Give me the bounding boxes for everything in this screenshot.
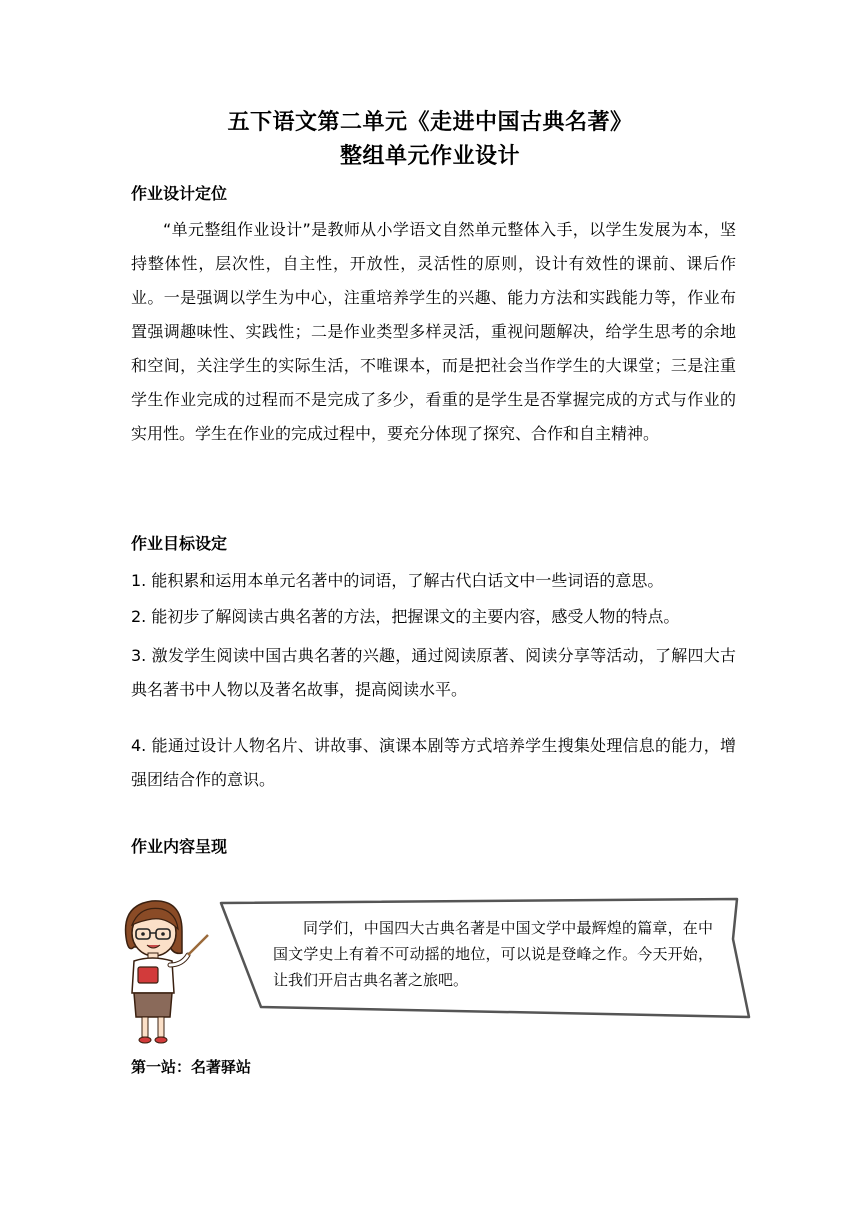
speech-text: 同学们，中国四大古典名著是中国文学中最辉煌的篇章，在中国文学史上有着不可动摇的地位，可以说是登峰之作。今天开始，让我们开启古典名著之旅吧。	[273, 919, 713, 989]
goal-item-4: 4. 能通过设计人物名片、讲故事、演课本剧等方式培养学生搜集处理信息的能力，增强团结合作的意识。	[131, 736, 736, 789]
goal-item-2: 2. 能初步了解阅读古典名著的方法，把握课文的主要内容，感受人物的特点。	[131, 607, 680, 626]
teacher-illustration	[112, 895, 212, 1045]
section-heading-content: 作业内容呈现	[131, 837, 228, 856]
goal-item-3: 3. 激发学生阅读中国古典名著的兴趣，通过阅读原著、阅读分享等活动，了解四大古典名著书中人物以及著名故事，提高阅读水平。	[131, 646, 736, 699]
positioning-paragraph: “单元整组作业设计”是教师从小学语文自然单元整体入手，以学生发展为本，坚持整体性，层次性，自主性，开放性，灵活性的原则，设计有效性的课前、课后作业。一是强调以学生为中心，注重培养学生的兴趣、能力方法和实践能力等，作业布置强调趣味性、实践性；二是作业类型多样灵活，重视问题解决，给学生思考的余地和空间，关注学生的实际生活，不唯课本，而是把社会当作学生的大课堂；三是注重学生作业完成的过程而不是完成了多少，看重的是学生是否掌握完成的方式与作业的实用性。学生在作业的完成过程中，要充分体现了探究、合作和自主精神。	[131, 220, 736, 443]
document-subtitle: 整组单元作业设计	[339, 144, 520, 169]
section-heading-positioning: 作业设计定位	[131, 184, 228, 203]
goal-item-1: 1. 能积累和运用本单元名著中的词语，了解古代白话文中一些词语的意思。	[131, 571, 664, 590]
speech-bubble	[215, 895, 755, 1025]
document-title: 五下语文第二单元《走进中国古典名著》	[227, 110, 633, 135]
station-title: 第一站：名著驿站	[131, 1058, 252, 1076]
section-heading-goals: 作业目标设定	[131, 534, 228, 553]
